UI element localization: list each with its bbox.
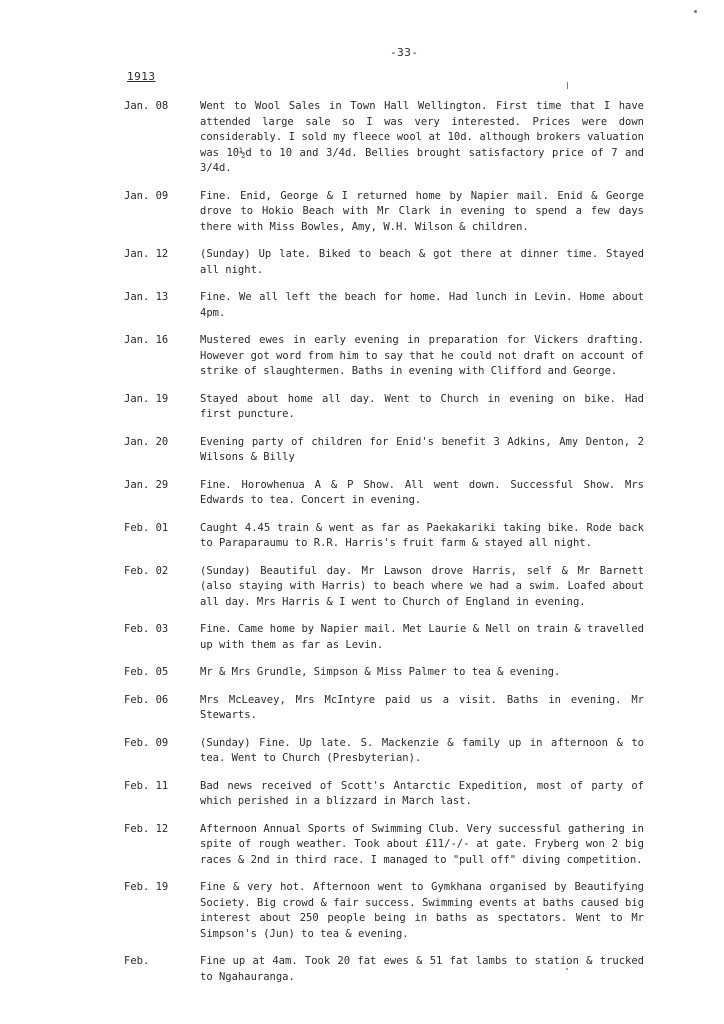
entry-text: Mustered ewes in early evening in preparation for Vickers drafting. However got word from him to say that he could not draft on account of strike of slaughtermen. Baths in evening with Clifford and George. (200, 334, 644, 377)
page-number: -33- (390, 46, 419, 59)
entry-date: Jan. 29 (124, 478, 169, 491)
page-speck (567, 82, 568, 89)
diary-entry (124, 822, 644, 869)
diary-entry (124, 693, 644, 724)
entry-text: Fine. We all left the beach for home. Had lunch in Levin. Home about 4pm. (200, 291, 644, 319)
entry-text: Mr & Mrs Grundle, Simpson & Miss Palmer to tea & evening. (200, 666, 561, 678)
diary-entry (124, 247, 644, 278)
entry-date: Jan. 13 (124, 291, 169, 303)
entry-date: Feb. 02 (124, 564, 169, 577)
entry-date: Feb. 03 (124, 623, 169, 635)
entry-date: Feb. 19 (124, 881, 169, 893)
diary-entry (124, 779, 644, 810)
entry-text: Fine. Came home by Napier mail. Met Laurie & Nell on train & travelled up with them as far as Levin. (200, 623, 644, 651)
entry-date: Jan. 20 (124, 435, 169, 448)
entry-text: Mrs McLeavey, Mrs McIntyre paid us a visit. Baths in evening. Mr Stewarts. (200, 693, 644, 721)
diary-entry (124, 435, 644, 466)
year-heading: 1913 (127, 70, 156, 83)
entry-text: Caught 4.45 train & went as far as Paekakariki taking bike. Rode back to Paraparaumu to R.R. Harris's fruit farm & stayed all night. (200, 521, 644, 549)
entry-date: Jan. 09 (124, 189, 169, 202)
entry-date: Feb. 01 (124, 521, 169, 534)
entry-date: Feb. 12 (124, 822, 169, 835)
entry-date: Feb. 05 (124, 666, 169, 678)
diary-entry (124, 521, 644, 552)
entry-date: Jan. 12 (124, 248, 169, 260)
entry-date: Feb. 09 (124, 736, 169, 749)
entry-text: Fine. Horowhenua A & P Show. All went down. Successful Show. Mrs Edwards to tea. Concert in evening. (200, 478, 644, 506)
entry-date: Feb. (124, 955, 150, 967)
page-speck (694, 10, 697, 13)
entry-text: Bad news received of Scott's Antarctic Expedition, most of party of which perished in a blizzard in March last. (200, 779, 644, 807)
diary-entry (124, 290, 644, 321)
entry-text: Went to Wool Sales in Town Hall Wellington. First time that I have attended large sale so I was very interested. Prices were down considerably. I sold my fleece wool at 10d. although brokers valuation was 10½d to 10 and 3/4d. Bellies brought satisfactory price of 7 and 3/4d. (200, 100, 644, 174)
diary-entry (124, 622, 644, 653)
entry-text: (Sunday) Beautiful day. Mr Lawson drove Harris, self & Mr Barnett (also staying with Harris) to beach where we had a swim. Loafed about all day. Mrs Harris & I went to Church of England in evening. (200, 564, 644, 608)
entry-text: (Sunday) Up late. Biked to beach & got there at dinner time. Stayed all night. (200, 248, 644, 276)
entry-date: Feb. 11 (124, 779, 169, 792)
diary-entry (124, 392, 644, 423)
diary-entry (124, 665, 644, 681)
entry-date: Jan. 19 (124, 392, 169, 405)
entry-text: Stayed about home all day. Went to Church in evening on bike. Had first puncture. (200, 392, 644, 420)
entry-text: Afternoon Annual Sports of Swimming Club. Very successful gathering in spite of rough weather. Took about £11/-/- at gate. Fryberg won 2 big races & 2nd in third race. I managed to "pull off" diving competition. (200, 822, 644, 866)
entry-text: Fine up at 4am. Took 20 fat ewes & 51 fat lambs to station & trucked to Ngahauranga. (200, 955, 644, 983)
diary-entry (124, 564, 644, 611)
entry-date: Feb. 06 (124, 693, 169, 706)
entry-date: Jan. 16 (124, 334, 169, 346)
entry-text: Evening party of children for Enid's benefit 3 Adkins, Amy Denton, 2 Wilsons & Billy (200, 435, 644, 463)
diary-entry (124, 880, 644, 942)
diary-entry (124, 478, 644, 509)
entry-text: Fine & very hot. Afternoon went to Gymkhana organised by Beautifying Society. Big crowd & fair success. Swimming events at baths caused big interest about 250 people being in baths as spectators. Went to Mr Simpson's (Jun) to tea & evening. (200, 881, 644, 940)
page-speck (566, 968, 568, 970)
entry-text: Fine. Enid, George & I returned home by Napier mail. Enid & George drove to Hokio Beach with Mr Clark in evening to spend a few days there with Miss Bowles, Amy, W.H. Wilson & children. (200, 189, 644, 233)
diary-entry (124, 736, 644, 767)
entry-date: Jan. 08 (124, 100, 169, 112)
diary-entries (124, 99, 644, 985)
diary-entry (124, 99, 644, 177)
entry-text: (Sunday) Fine. Up late. S. Mackenzie & family up in afternoon & to tea. Went to Church (Presbyterian). (200, 736, 644, 764)
diary-entry (124, 333, 644, 380)
diary-entry (124, 189, 644, 236)
